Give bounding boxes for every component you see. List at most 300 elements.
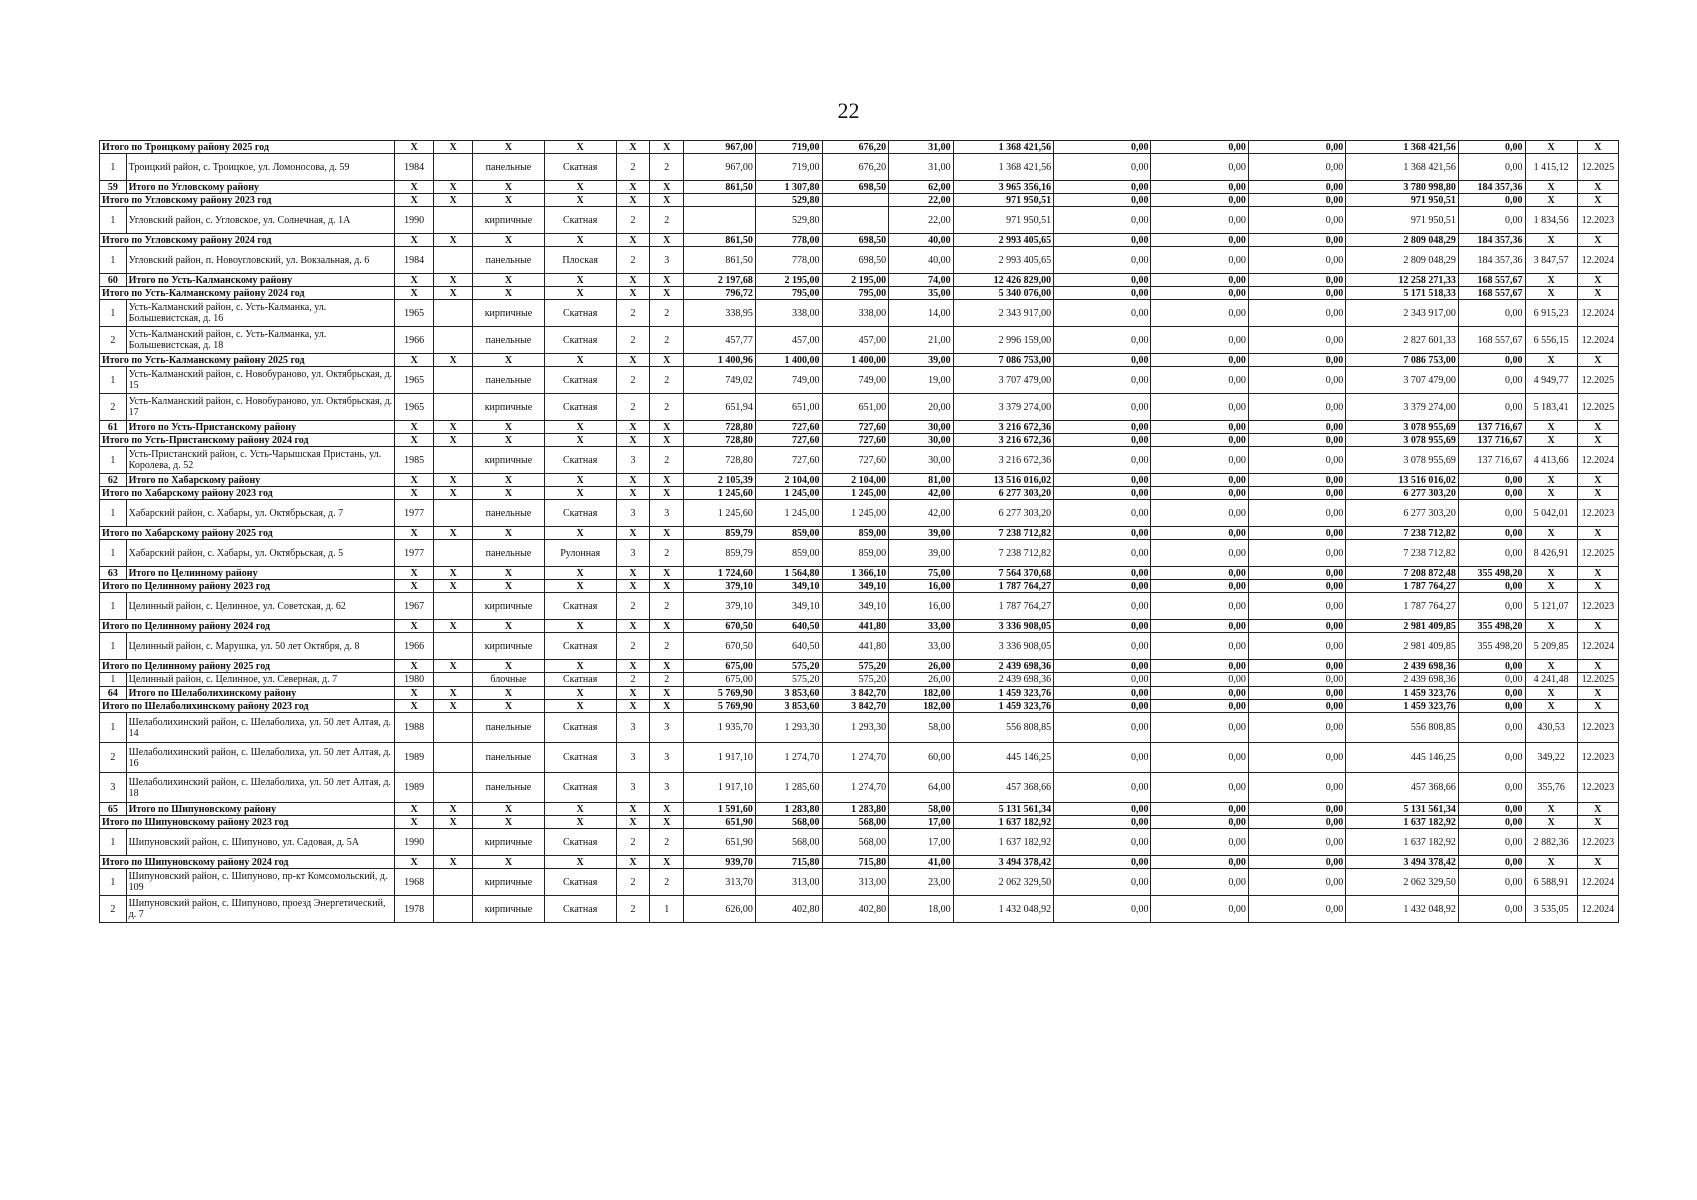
table-row <box>100 500 1619 527</box>
table-cell: 1 591,60 <box>684 803 756 816</box>
table-cell: 1 637 182,92 <box>953 816 1053 829</box>
table-cell <box>434 540 473 567</box>
table-cell: 0,00 <box>1151 660 1248 673</box>
table-cell: 17,00 <box>889 816 954 829</box>
table-cell: 40,00 <box>889 234 954 247</box>
table-cell: Х <box>616 434 650 447</box>
table-cell: 3 853,60 <box>755 700 822 713</box>
table-cell: 0,00 <box>1151 856 1248 869</box>
table-cell: 0,00 <box>1458 540 1525 567</box>
table-cell: 967,00 <box>684 154 756 181</box>
table-cell: 698,50 <box>822 181 889 194</box>
table-cell: 1988 <box>395 713 434 743</box>
table-cell: Х <box>434 580 473 593</box>
table-cell: Х <box>434 816 473 829</box>
table-cell: 0,00 <box>1458 773 1525 803</box>
table-cell <box>434 713 473 743</box>
subtotal-label: Итого по Усть-Калманскому району 2025 год <box>100 354 395 367</box>
table-cell: Х <box>650 803 684 816</box>
table-cell: 0,00 <box>1151 829 1248 856</box>
table-cell: 2 <box>650 540 684 567</box>
table-cell: 859,00 <box>822 540 889 567</box>
table-cell: 556 808,85 <box>953 713 1053 743</box>
table-cell: 0,00 <box>1151 713 1248 743</box>
table-cell: 0,00 <box>1458 743 1525 773</box>
table-cell: Х <box>1577 567 1618 580</box>
subtotal-row <box>100 856 1619 869</box>
table-cell: 0,00 <box>1151 207 1248 234</box>
table-cell: Скатная <box>544 500 616 527</box>
table-cell: 778,00 <box>755 247 822 274</box>
address-cell: Усть-Калманский район, с. Усть-Калманка, ул. Большевистская, д. 16 <box>126 300 395 327</box>
table-cell: 715,80 <box>755 856 822 869</box>
table-cell: кирпичные <box>473 829 545 856</box>
table-cell: 26,00 <box>889 660 954 673</box>
table-cell: 1 400,00 <box>822 354 889 367</box>
table-cell: 0,00 <box>1458 856 1525 869</box>
table-cell: 0,00 <box>1248 300 1345 327</box>
table-cell: 6 277 303,20 <box>953 500 1053 527</box>
table-cell: Х <box>544 487 616 500</box>
table-cell: Х <box>434 700 473 713</box>
table-cell: 727,60 <box>822 447 889 474</box>
table-cell: 19,00 <box>889 367 954 394</box>
row-number: 1 <box>100 713 127 743</box>
table-cell: 8 426,91 <box>1525 540 1577 567</box>
table-cell: 2 <box>616 829 650 856</box>
table-cell: 313,00 <box>822 869 889 896</box>
table-cell: Скатная <box>544 896 616 923</box>
table-cell: Х <box>395 620 434 633</box>
table-cell: 168 557,67 <box>1458 274 1525 287</box>
table-cell: Х <box>544 474 616 487</box>
table-cell: Скатная <box>544 673 616 687</box>
table-cell: Скатная <box>544 300 616 327</box>
table-cell: Х <box>473 434 545 447</box>
table-cell: 0,00 <box>1054 660 1151 673</box>
table-cell: 2 105,39 <box>684 474 756 487</box>
table-cell: 2 809 048,29 <box>1346 247 1459 274</box>
table-cell: 7 086 753,00 <box>1346 354 1459 367</box>
table-cell: 0,00 <box>1151 421 1248 434</box>
table-cell: 2 062 329,50 <box>953 869 1053 896</box>
table-cell: 7 208 872,48 <box>1346 567 1459 580</box>
row-number: 1 <box>100 447 127 474</box>
table-cell: Х <box>473 287 545 300</box>
table-cell: 0,00 <box>1248 593 1345 620</box>
table-cell: 74,00 <box>889 274 954 287</box>
table-cell: 778,00 <box>755 234 822 247</box>
table-cell: Скатная <box>544 394 616 421</box>
table-cell: 3 379 274,00 <box>1346 394 1459 421</box>
address-cell: Хабарский район, с. Хабары, ул. Октябрьская, д. 7 <box>126 500 395 527</box>
capital-repair-table <box>99 140 1619 923</box>
subtotal-label: Итого по Усть-Пристанскому району 2024 год <box>100 434 395 447</box>
table-cell: Скатная <box>544 829 616 856</box>
table-cell: 12.2023 <box>1577 207 1618 234</box>
table-cell: Х <box>1525 487 1577 500</box>
table-cell: 0,00 <box>1151 434 1248 447</box>
table-cell: 12.2024 <box>1577 896 1618 923</box>
table-cell: 0,00 <box>1151 633 1248 660</box>
table-cell: 12.2023 <box>1577 773 1618 803</box>
table-cell: 13 516 016,02 <box>1346 474 1459 487</box>
table-cell: 355 498,20 <box>1458 620 1525 633</box>
table-row <box>100 743 1619 773</box>
table-cell: Х <box>650 234 684 247</box>
table-cell: 12.2024 <box>1577 633 1618 660</box>
table-cell: 12.2025 <box>1577 367 1618 394</box>
table-cell: 13 516 016,02 <box>953 474 1053 487</box>
table-cell: 3 847,57 <box>1525 247 1577 274</box>
table-cell: 2 343 917,00 <box>1346 300 1459 327</box>
table-cell: 5 769,90 <box>684 700 756 713</box>
table-cell: 1 293,30 <box>755 713 822 743</box>
table-cell: 568,00 <box>755 816 822 829</box>
table-row <box>100 540 1619 567</box>
table-cell: 0,00 <box>1248 274 1345 287</box>
table-cell: 3 078 955,69 <box>1346 447 1459 474</box>
table-cell: 0,00 <box>1458 367 1525 394</box>
table-cell: 0,00 <box>1054 207 1151 234</box>
table-cell: 0,00 <box>1248 620 1345 633</box>
table-cell: 0,00 <box>1151 487 1248 500</box>
table-cell: Х <box>1525 856 1577 869</box>
table-cell: 338,00 <box>755 300 822 327</box>
table-cell: Х <box>616 141 650 154</box>
table-cell: Х <box>395 194 434 207</box>
table-cell: 2 <box>650 154 684 181</box>
table-cell: 41,00 <box>889 856 954 869</box>
table-cell: 0,00 <box>1458 394 1525 421</box>
table-cell: 0,00 <box>1054 287 1151 300</box>
table-cell: 3 707 479,00 <box>953 367 1053 394</box>
table-cell: 0,00 <box>1054 194 1151 207</box>
table-cell: Х <box>616 567 650 580</box>
table-cell: 727,60 <box>755 434 822 447</box>
table-cell: 1980 <box>395 673 434 687</box>
table-cell: 1 564,80 <box>755 567 822 580</box>
table-cell: 430,53 <box>1525 713 1577 743</box>
table-cell: 33,00 <box>889 620 954 633</box>
table-cell: Х <box>1577 181 1618 194</box>
table-cell: 457 368,66 <box>1346 773 1459 803</box>
table-cell: 3 <box>650 713 684 743</box>
table-cell: Х <box>1525 234 1577 247</box>
table-cell: 3 216 672,36 <box>953 447 1053 474</box>
table-cell: 3 078 955,69 <box>1346 434 1459 447</box>
table-cell: Х <box>616 181 650 194</box>
table-cell: 1989 <box>395 773 434 803</box>
table-cell: Х <box>434 354 473 367</box>
table-cell: Х <box>650 620 684 633</box>
table-cell: 0,00 <box>1151 394 1248 421</box>
table-cell: 640,50 <box>755 633 822 660</box>
table-cell: 12.2024 <box>1577 247 1618 274</box>
address-cell: Угловский район, п. Новоугловский, ул. Вокзальная, д. 6 <box>126 247 395 274</box>
row-number: 1 <box>100 367 127 394</box>
table-cell: 0,00 <box>1151 154 1248 181</box>
table-cell: Х <box>616 580 650 593</box>
table-cell: 0,00 <box>1458 869 1525 896</box>
table-cell: Х <box>473 141 545 154</box>
table-cell: 749,00 <box>755 367 822 394</box>
table-cell: 0,00 <box>1248 487 1345 500</box>
table-cell: Х <box>1525 274 1577 287</box>
table-cell: 2 <box>616 896 650 923</box>
table-cell: 0,00 <box>1054 713 1151 743</box>
table-cell: Х <box>473 856 545 869</box>
table-cell: Х <box>650 816 684 829</box>
table-cell: Х <box>395 181 434 194</box>
table-cell: Х <box>616 620 650 633</box>
table-cell: Х <box>434 567 473 580</box>
table-cell: Х <box>650 567 684 580</box>
table-cell: 2 <box>650 327 684 354</box>
table-cell: 1 274,70 <box>822 743 889 773</box>
table-cell: Х <box>1525 421 1577 434</box>
table-cell: Х <box>1525 700 1577 713</box>
table-cell: 675,00 <box>684 660 756 673</box>
table-cell: 16,00 <box>889 593 954 620</box>
table-cell: Х <box>395 141 434 154</box>
table-cell: 349,10 <box>822 593 889 620</box>
table-cell: Х <box>1525 527 1577 540</box>
table-cell: 0,00 <box>1151 773 1248 803</box>
table-cell <box>434 500 473 527</box>
table-cell: 0,00 <box>1248 434 1345 447</box>
table-cell: 2 <box>616 327 650 354</box>
table-cell: Х <box>434 803 473 816</box>
table-cell: 2 827 601,33 <box>1346 327 1459 354</box>
table-cell: Х <box>1525 194 1577 207</box>
table-cell: 457 368,66 <box>953 773 1053 803</box>
table-cell: 727,60 <box>755 447 822 474</box>
table-cell: 0,00 <box>1151 869 1248 896</box>
table-cell: 676,20 <box>822 154 889 181</box>
table-cell: Х <box>1525 141 1577 154</box>
table-cell: Скатная <box>544 713 616 743</box>
table-row <box>100 367 1619 394</box>
table-cell: Х <box>473 803 545 816</box>
table-cell: кирпичные <box>473 394 545 421</box>
table-cell: 1 368 421,56 <box>953 141 1053 154</box>
table-cell: Рулонная <box>544 540 616 567</box>
table-cell: 1990 <box>395 207 434 234</box>
table-cell: 0,00 <box>1248 687 1345 700</box>
table-cell: 0,00 <box>1054 700 1151 713</box>
table-cell: Х <box>544 567 616 580</box>
table-cell: 0,00 <box>1248 816 1345 829</box>
subtotal-label: Итого по Хабарскому району 2025 год <box>100 527 395 540</box>
row-number: 1 <box>100 593 127 620</box>
table-cell: кирпичные <box>473 447 545 474</box>
table-cell: 64,00 <box>889 773 954 803</box>
table-cell: Х <box>1577 620 1618 633</box>
table-cell: Скатная <box>544 447 616 474</box>
table-cell: 2 809 048,29 <box>1346 234 1459 247</box>
table-cell: 6 277 303,20 <box>1346 487 1459 500</box>
table-cell: Х <box>1577 421 1618 434</box>
table-cell: Х <box>473 487 545 500</box>
table-cell: 0,00 <box>1458 194 1525 207</box>
table-cell: 81,00 <box>889 474 954 487</box>
table-cell: 22,00 <box>889 207 954 234</box>
table-cell: Х <box>544 856 616 869</box>
table-cell: 5 209,85 <box>1525 633 1577 660</box>
table-cell: 0,00 <box>1151 687 1248 700</box>
table-cell: Х <box>434 527 473 540</box>
table-cell: 670,50 <box>684 620 756 633</box>
table-cell: 1990 <box>395 829 434 856</box>
table-cell: 1 917,10 <box>684 743 756 773</box>
table-cell: блочные <box>473 673 545 687</box>
table-cell: 1 415,12 <box>1525 154 1577 181</box>
table-cell: Х <box>395 487 434 500</box>
table-cell: Х <box>395 700 434 713</box>
table-cell: Х <box>434 856 473 869</box>
table-row <box>100 773 1619 803</box>
table-cell: 529,80 <box>755 194 822 207</box>
table-cell: 0,00 <box>1151 274 1248 287</box>
table-cell: Х <box>1577 487 1618 500</box>
table-cell: панельные <box>473 713 545 743</box>
table-cell: 2 439 698,36 <box>1346 660 1459 673</box>
table-cell: 7 238 712,82 <box>1346 527 1459 540</box>
table-row <box>100 207 1619 234</box>
table-cell: Х <box>650 141 684 154</box>
table-cell: 355,76 <box>1525 773 1577 803</box>
table-cell: 0,00 <box>1151 527 1248 540</box>
table-cell: панельные <box>473 154 545 181</box>
table-row <box>100 300 1619 327</box>
table-cell: 3 965 356,16 <box>953 181 1053 194</box>
table-cell: Х <box>544 687 616 700</box>
table-cell: 22,00 <box>889 194 954 207</box>
table-cell: 18,00 <box>889 896 954 923</box>
table-cell: Х <box>434 434 473 447</box>
table-cell: Х <box>1525 474 1577 487</box>
table-row <box>100 673 1619 687</box>
table-cell: Х <box>616 474 650 487</box>
table-cell: Х <box>616 803 650 816</box>
table-cell <box>434 394 473 421</box>
table-row <box>100 593 1619 620</box>
table-cell: 39,00 <box>889 527 954 540</box>
table-cell: 33,00 <box>889 633 954 660</box>
row-number: 1 <box>100 300 127 327</box>
table-cell: 939,70 <box>684 856 756 869</box>
table-cell: 0,00 <box>1151 447 1248 474</box>
subtotal-row <box>100 803 1619 816</box>
table-cell: 1 787 764,27 <box>953 593 1053 620</box>
table-cell: 1 917,10 <box>684 773 756 803</box>
table-cell: 2 062 329,50 <box>1346 869 1459 896</box>
table-cell: Х <box>395 660 434 673</box>
table-cell: 23,00 <box>889 869 954 896</box>
subtotal-label: Итого по Шипуновскому району 2023 год <box>100 816 395 829</box>
table-cell: 1967 <box>395 593 434 620</box>
table-cell <box>822 194 889 207</box>
table-cell: 0,00 <box>1248 367 1345 394</box>
row-number: 1 <box>100 869 127 896</box>
subtotal-row <box>100 580 1619 593</box>
table-cell: 1 432 048,92 <box>1346 896 1459 923</box>
table-cell: 556 808,85 <box>1346 713 1459 743</box>
table-cell: 2 <box>616 300 650 327</box>
table-cell: 168 557,67 <box>1458 327 1525 354</box>
table-cell: 0,00 <box>1151 354 1248 367</box>
table-cell: 2 <box>650 869 684 896</box>
table-cell: 651,00 <box>822 394 889 421</box>
table-cell: 971 950,51 <box>1346 194 1459 207</box>
table-cell: 7 564 370,68 <box>953 567 1053 580</box>
table-cell: 2 197,68 <box>684 274 756 287</box>
table-cell: 6 277 303,20 <box>953 487 1053 500</box>
table-cell: Х <box>616 700 650 713</box>
table-cell: 575,20 <box>755 673 822 687</box>
table-cell: 12.2025 <box>1577 154 1618 181</box>
table-cell: панельные <box>473 367 545 394</box>
table-cell: 0,00 <box>1248 194 1345 207</box>
table-cell: 1 245,00 <box>822 487 889 500</box>
table-cell: 2 439 698,36 <box>953 660 1053 673</box>
subtotal-label: Итого по Шелаболихинскому району <box>126 687 395 700</box>
table-cell: Х <box>650 354 684 367</box>
table-cell: 0,00 <box>1054 896 1151 923</box>
table-cell: 2 993 405,65 <box>953 247 1053 274</box>
table-cell: 1 368 421,56 <box>1346 154 1459 181</box>
table-cell: Х <box>1577 474 1618 487</box>
table-cell: 698,50 <box>822 247 889 274</box>
row-number: 60 <box>100 274 127 287</box>
table-cell: 859,00 <box>755 540 822 567</box>
row-number: 59 <box>100 181 127 194</box>
table-cell: 1 293,30 <box>822 713 889 743</box>
table-cell: 31,00 <box>889 154 954 181</box>
table-cell: 0,00 <box>1248 743 1345 773</box>
row-number: 3 <box>100 773 127 803</box>
table-cell: Х <box>395 856 434 869</box>
table-cell: 715,80 <box>822 856 889 869</box>
table-cell: 184 357,36 <box>1458 181 1525 194</box>
table-cell: 0,00 <box>1248 896 1345 923</box>
table-cell: 1 432 048,92 <box>953 896 1053 923</box>
table-cell: Х <box>650 527 684 540</box>
table-row <box>100 633 1619 660</box>
table-cell: 0,00 <box>1248 500 1345 527</box>
table-cell: 137 716,67 <box>1458 447 1525 474</box>
table-cell: 40,00 <box>889 247 954 274</box>
table-cell: 1 368 421,56 <box>953 154 1053 181</box>
table-cell: Х <box>395 434 434 447</box>
table-cell: Х <box>650 287 684 300</box>
table-cell: 0,00 <box>1458 896 1525 923</box>
table-cell: 0,00 <box>1151 803 1248 816</box>
table-cell: Х <box>395 687 434 700</box>
row-number: 61 <box>100 421 127 434</box>
table-cell: Х <box>1577 234 1618 247</box>
table-cell: 1977 <box>395 500 434 527</box>
table-cell: 2 <box>650 367 684 394</box>
table-cell: Х <box>1577 287 1618 300</box>
table-cell: Х <box>1577 803 1618 816</box>
table-cell: панельные <box>473 327 545 354</box>
table-cell: 0,00 <box>1054 487 1151 500</box>
table-cell: 0,00 <box>1248 447 1345 474</box>
table-cell: 2 993 405,65 <box>953 234 1053 247</box>
table-cell: 14,00 <box>889 300 954 327</box>
